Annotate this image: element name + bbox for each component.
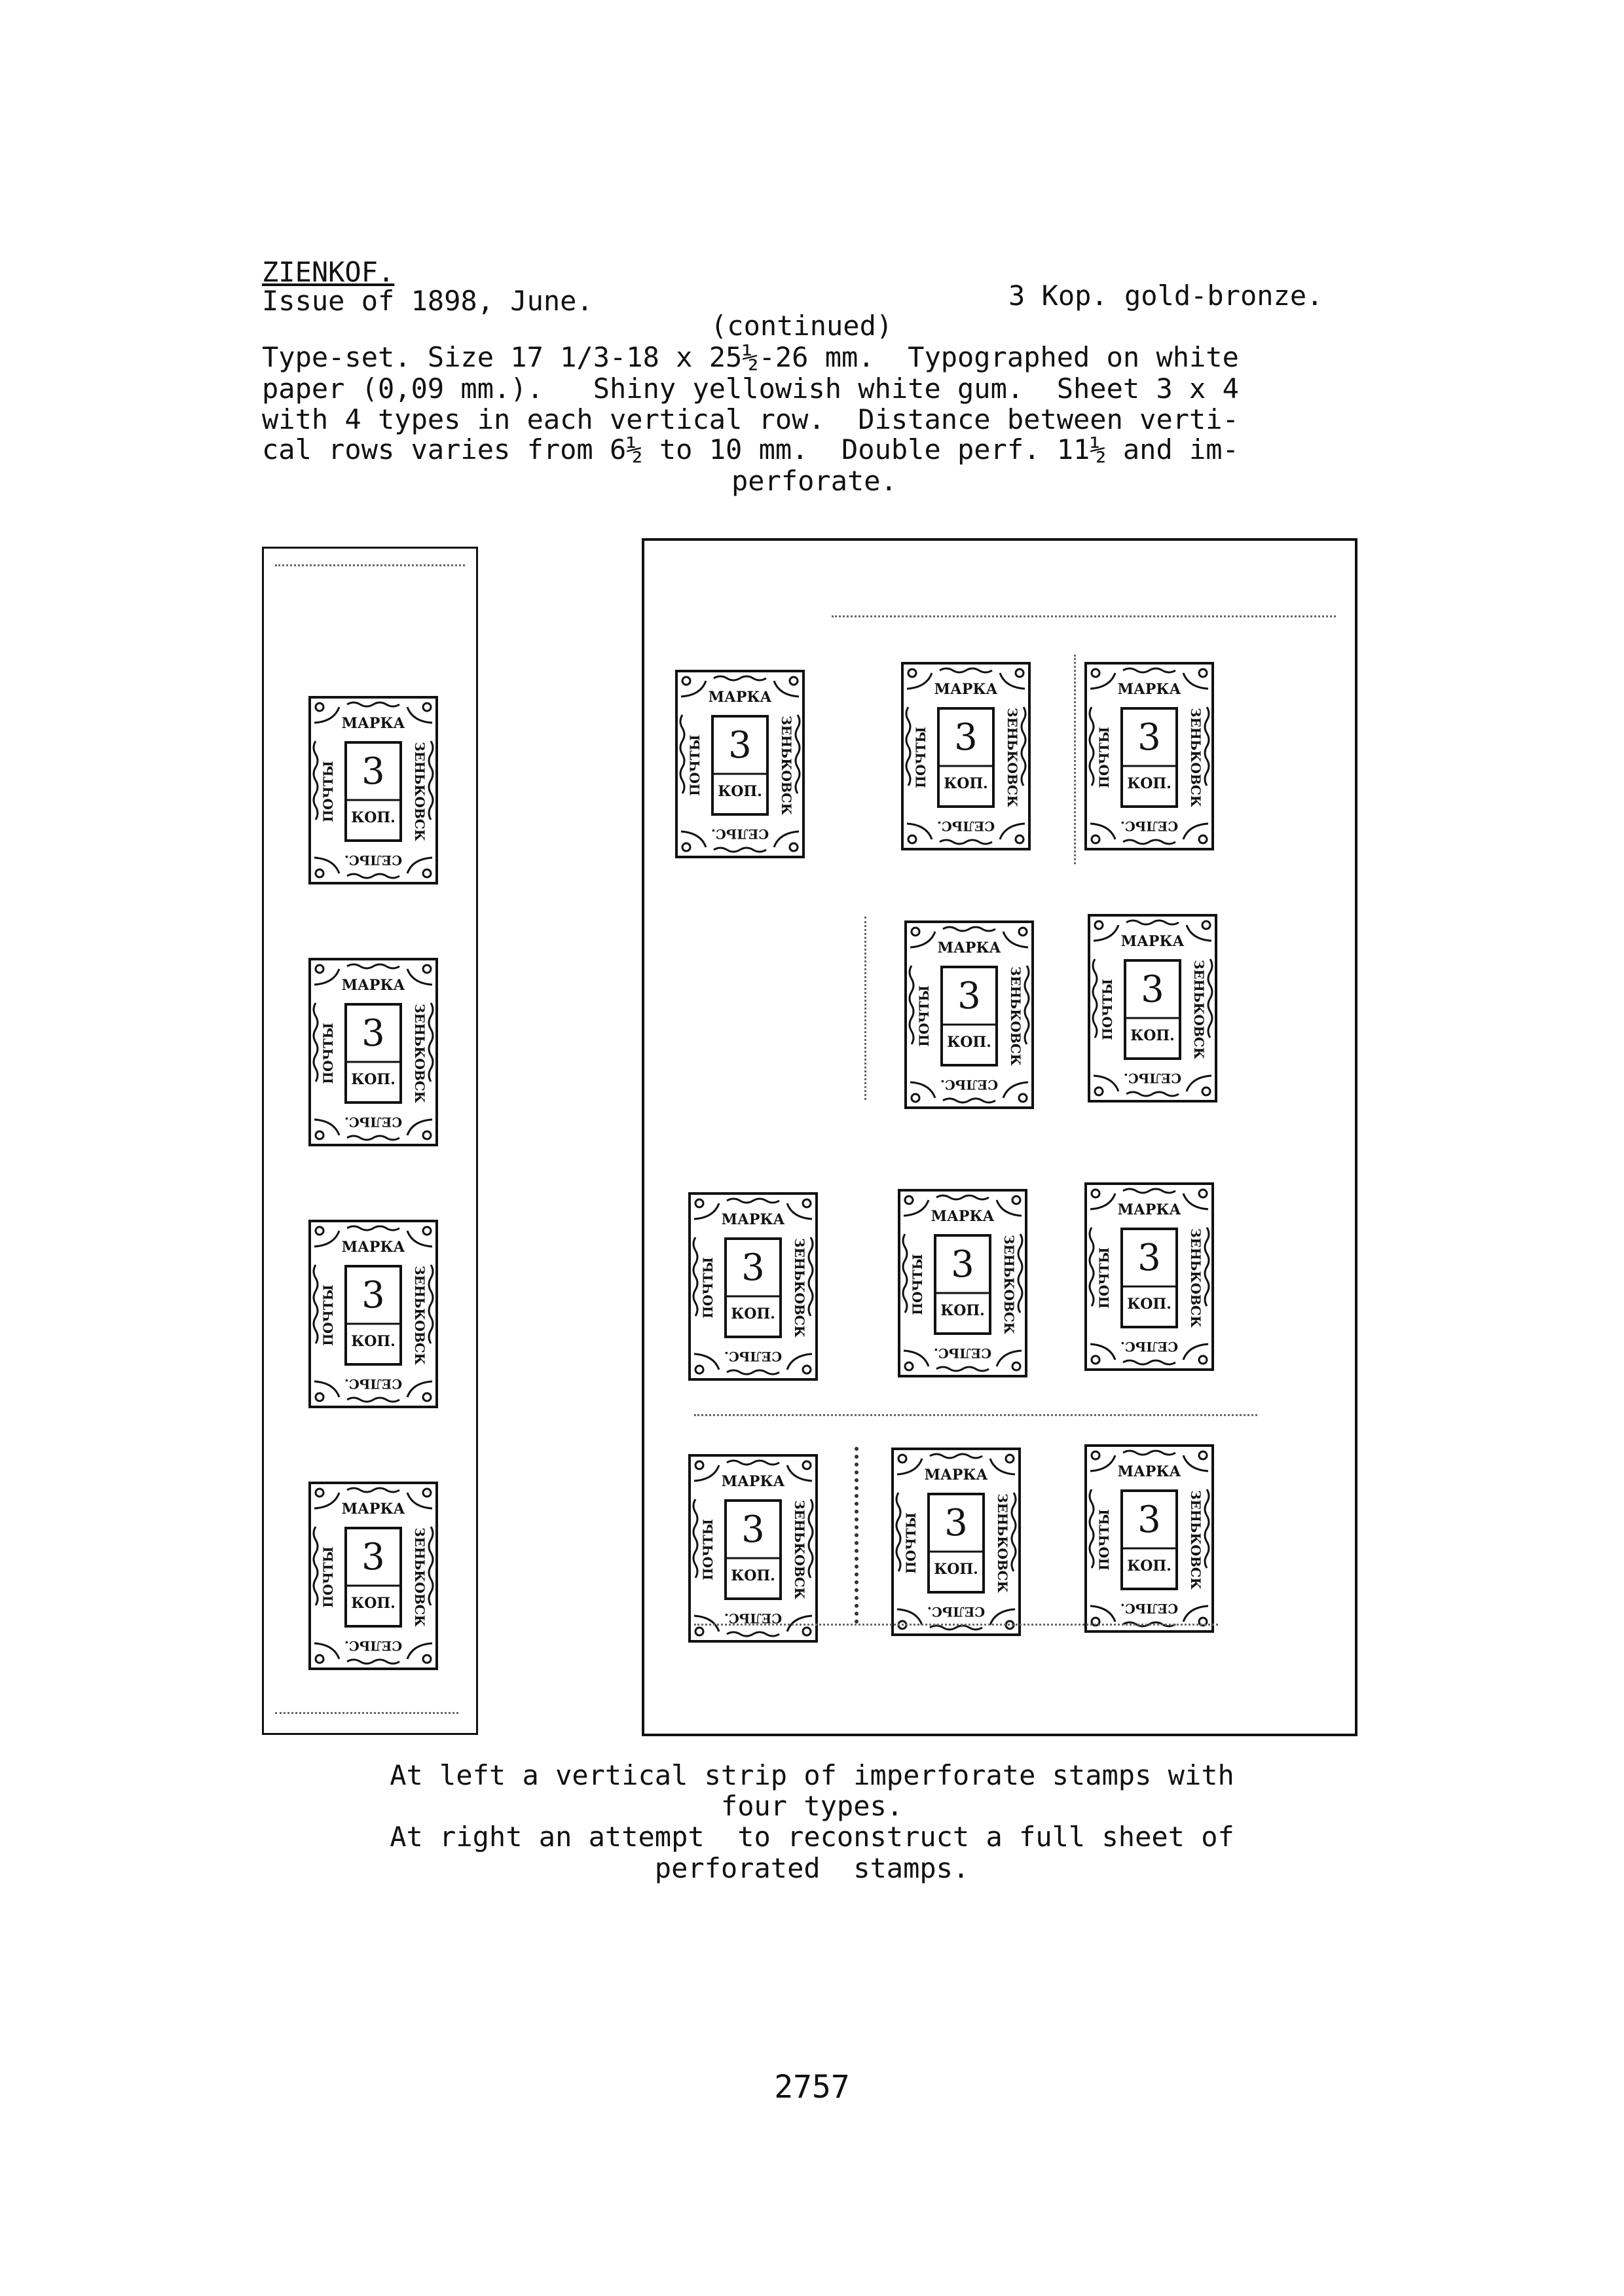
svg-text:КОП.: КОП.	[1127, 1296, 1172, 1313]
description-line: Type-set. Size 17 1/3-18 x 25½-26 mm. Typographed on white	[262, 341, 1239, 373]
svg-text:ЗЕНЬКОВСК: ЗЕНЬКОВСК	[1188, 708, 1204, 807]
svg-text:МАРКА: МАРКА	[1117, 681, 1181, 698]
caption-line: At left a vertical strip of imperforate stamps with	[390, 1759, 1234, 1791]
svg-text:ЗЕНЬКОВСК: ЗЕНЬКОВСК	[412, 1004, 428, 1103]
svg-text:ЗЕНЬКОВСК: ЗЕНЬКОВСК	[1005, 708, 1020, 807]
stamp-image	[308, 695, 439, 885]
svg-text:СЕЛЬС.: СЕЛЬС.	[710, 826, 769, 842]
svg-text:ПОЧТЫ: ПОЧТЫ	[1096, 727, 1112, 788]
svg-text:3: 3	[1137, 1237, 1161, 1279]
svg-text:СЕЛЬС.: СЕЛЬС.	[344, 1376, 403, 1392]
svg-text:КОП.: КОП.	[731, 1305, 775, 1322]
svg-text:3: 3	[954, 716, 978, 759]
strip-bottom-edge	[275, 1712, 458, 1714]
caption-line: four types.	[720, 1790, 904, 1822]
svg-text:ЗЕНЬКОВСК: ЗЕНЬКОВСК	[412, 1527, 428, 1627]
stamp-image	[688, 1453, 819, 1643]
svg-text:КОП.: КОП.	[944, 775, 988, 792]
description-line: paper (0,09 mm.). Shiny yellowish white gum. Sheet 3 x 4	[262, 373, 1239, 405]
stamp-image	[308, 957, 439, 1147]
svg-text:ЗЕНЬКОВСК: ЗЕНЬКОВСК	[1188, 1490, 1204, 1590]
stamp-image	[308, 1481, 439, 1671]
stamp-image	[897, 1188, 1028, 1378]
svg-text:КОП.: КОП.	[940, 1302, 985, 1319]
svg-text:МАРКА: МАРКА	[341, 1239, 405, 1256]
svg-text:3: 3	[957, 975, 981, 1017]
strip-top-edge	[275, 564, 465, 566]
svg-text:ЗЕНЬКОВСК: ЗЕНЬКОВСК	[792, 1500, 807, 1599]
svg-text:ЗЕНЬКОВСК: ЗЕНЬКОВСК	[1188, 1228, 1204, 1328]
svg-text:ПОЧТЫ: ПОЧТЫ	[700, 1519, 716, 1580]
svg-text:ПОЧТЫ: ПОЧТЫ	[913, 727, 929, 788]
svg-text:3: 3	[361, 1012, 385, 1055]
section-title: ZIENKOF.	[262, 256, 395, 288]
svg-text:СЕЛЬС.: СЕЛЬС.	[344, 852, 403, 868]
stamp-image	[900, 661, 1031, 851]
svg-text:СЕЛЬС.: СЕЛЬС.	[344, 1114, 403, 1130]
svg-text:3: 3	[1141, 968, 1164, 1011]
perforation-edge	[832, 615, 1336, 617]
svg-text:МАРКА: МАРКА	[341, 977, 405, 994]
svg-text:МАРКА: МАРКА	[1117, 1463, 1181, 1480]
issue-date: Issue of 1898, June.	[262, 285, 593, 317]
svg-text:СЕЛЬС.: СЕЛЬС.	[1120, 818, 1179, 834]
stamp-image	[1084, 1444, 1215, 1633]
perforation-edge	[694, 1624, 1218, 1626]
svg-text:СЕЛЬС.: СЕЛЬС.	[940, 1077, 999, 1093]
page-number: 2757	[774, 2069, 850, 2105]
svg-text:КОП.: КОП.	[1130, 1027, 1175, 1044]
svg-text:ПОЧТЫ: ПОЧТЫ	[910, 1254, 925, 1315]
svg-text:ЗЕНЬКОВСК: ЗЕНЬКОВСК	[1001, 1235, 1017, 1334]
svg-text:КОП.: КОП.	[947, 1034, 991, 1051]
svg-text:КОП.: КОП.	[934, 1561, 978, 1578]
svg-text:3: 3	[1137, 716, 1161, 759]
svg-text:МАРКА: МАРКА	[1120, 933, 1185, 950]
svg-text:ЗЕНЬКОВСК: ЗЕНЬКОВСК	[412, 1266, 428, 1365]
description-line: perforate.	[731, 465, 897, 497]
svg-text:КОП.: КОП.	[718, 783, 762, 800]
svg-text:ЗЕНЬКОВСК: ЗЕНЬКОВСК	[412, 742, 428, 841]
svg-text:ПОЧТЫ: ПОЧТЫ	[320, 1285, 336, 1346]
svg-text:СЕЛЬС.: СЕЛЬС.	[724, 1349, 783, 1364]
svg-text:СЕЛЬС.: СЕЛЬС.	[1120, 1339, 1179, 1355]
svg-text:СЕЛЬС.: СЕЛЬС.	[933, 1345, 992, 1361]
perforation-edge	[864, 917, 866, 1100]
svg-text:ПОЧТЫ: ПОЧТЫ	[916, 985, 932, 1047]
svg-text:КОП.: КОП.	[1127, 775, 1172, 792]
perforation-edge	[694, 1414, 1257, 1416]
svg-text:СЕЛЬС.: СЕЛЬС.	[344, 1638, 403, 1654]
svg-text:МАРКА: МАРКА	[934, 681, 998, 698]
svg-text:КОП.: КОП.	[351, 809, 396, 826]
stamp-image	[308, 1219, 439, 1409]
svg-text:3: 3	[361, 750, 385, 793]
svg-text:ПОЧТЫ: ПОЧТЫ	[687, 735, 703, 796]
svg-text:КОП.: КОП.	[351, 1333, 396, 1350]
stamp-image	[1084, 1182, 1215, 1372]
stamp-image	[904, 920, 1035, 1110]
description-line: cal rows varies from 6½ to 10 mm. Double perf. 11½ and im-	[262, 433, 1239, 465]
svg-text:ПОЧТЫ: ПОЧТЫ	[903, 1512, 919, 1574]
svg-text:МАРКА: МАРКА	[937, 939, 1001, 957]
perforation-edge	[1074, 655, 1076, 864]
svg-text:МАРКА: МАРКА	[931, 1208, 995, 1225]
description-line: with 4 types in each vertical row. Distance between verti-	[262, 403, 1239, 435]
svg-text:3: 3	[728, 724, 752, 767]
caption-line: perforated stamps.	[654, 1852, 970, 1884]
svg-text:3: 3	[944, 1502, 968, 1544]
svg-text:3: 3	[741, 1247, 765, 1289]
svg-text:ЗЕНЬКОВСК: ЗЕНЬКОВСК	[1008, 966, 1024, 1066]
svg-text:ЗЕНЬКОВСК: ЗЕНЬКОВСК	[1191, 960, 1207, 1059]
svg-text:МАРКА: МАРКА	[341, 1501, 405, 1518]
svg-text:ПОЧТЫ: ПОЧТЫ	[320, 761, 336, 822]
svg-text:ПОЧТЫ: ПОЧТЫ	[1096, 1247, 1112, 1309]
svg-text:МАРКА: МАРКА	[341, 715, 405, 732]
stamp-image	[891, 1447, 1022, 1637]
svg-text:ЗЕНЬКОВСК: ЗЕНЬКОВСК	[779, 716, 794, 815]
svg-text:КОП.: КОП.	[351, 1595, 396, 1612]
svg-text:ПОЧТЫ: ПОЧТЫ	[1099, 979, 1115, 1040]
stamp-image	[1087, 913, 1218, 1103]
stamp-image	[674, 669, 805, 859]
svg-text:КОП.: КОП.	[351, 1071, 396, 1088]
continued-label: (continued)	[710, 310, 893, 342]
svg-text:СЕЛЬС.: СЕЛЬС.	[1123, 1070, 1182, 1086]
svg-text:3: 3	[361, 1274, 385, 1317]
stamp-image	[1084, 661, 1215, 851]
stamp-image	[688, 1192, 819, 1381]
svg-text:МАРКА: МАРКА	[721, 1211, 785, 1228]
svg-text:МАРКА: МАРКА	[924, 1467, 988, 1484]
caption-line: At right an attempt to reconstruct a full sheet of	[390, 1821, 1234, 1853]
svg-text:ЗЕНЬКОВСК: ЗЕНЬКОВСК	[995, 1493, 1010, 1593]
svg-text:ЗЕНЬКОВСК: ЗЕНЬКОВСК	[792, 1238, 807, 1338]
svg-text:3: 3	[951, 1243, 974, 1286]
svg-text:СЕЛЬС.: СЕЛЬС.	[724, 1611, 783, 1626]
svg-text:3: 3	[361, 1536, 385, 1578]
svg-text:КОП.: КОП.	[1127, 1558, 1172, 1575]
svg-text:3: 3	[1137, 1499, 1161, 1541]
svg-text:МАРКА: МАРКА	[1117, 1201, 1181, 1218]
svg-text:3: 3	[741, 1508, 765, 1551]
svg-text:ПОЧТЫ: ПОЧТЫ	[1096, 1509, 1112, 1571]
svg-text:ПОЧТЫ: ПОЧТЫ	[320, 1023, 336, 1084]
svg-text:СЕЛЬС.: СЕЛЬС.	[936, 818, 995, 834]
svg-text:СЕЛЬС.: СЕЛЬС.	[927, 1604, 986, 1620]
svg-text:ПОЧТЫ: ПОЧТЫ	[700, 1257, 716, 1319]
svg-text:ПОЧТЫ: ПОЧТЫ	[320, 1546, 336, 1608]
svg-text:КОП.: КОП.	[731, 1567, 775, 1584]
svg-text:МАРКА: МАРКА	[708, 689, 772, 706]
svg-text:СЕЛЬС.: СЕЛЬС.	[1120, 1601, 1179, 1616]
stamp-value: 3 Kop. gold-bronze.	[1008, 280, 1323, 312]
perforation-holes	[855, 1447, 858, 1624]
svg-text:МАРКА: МАРКА	[721, 1473, 785, 1490]
